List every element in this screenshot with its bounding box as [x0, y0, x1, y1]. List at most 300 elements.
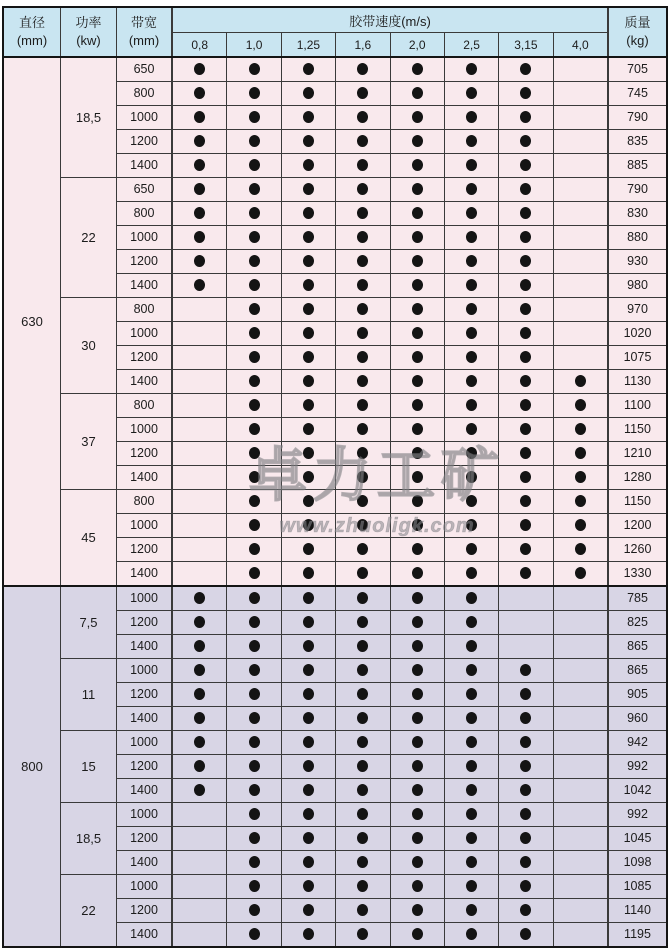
speed-availability-cell — [227, 106, 281, 129]
group-rows — [117, 659, 666, 730]
speed-availability-cell — [282, 466, 336, 489]
speed-availability-cell — [391, 178, 445, 201]
speed-availability-cell — [173, 635, 227, 658]
power-cell: 30 — [61, 298, 117, 393]
speed-availability-cell — [499, 442, 553, 465]
availability-dot-icon — [412, 712, 423, 724]
speed-availability-cell — [336, 322, 390, 345]
speed-availability-cell — [554, 875, 609, 898]
speed-availability-cell — [391, 106, 445, 129]
availability-dot-icon — [520, 808, 531, 820]
availability-dot-icon — [357, 351, 368, 363]
speed-availability-cell — [282, 683, 336, 706]
speed-availability-cell — [445, 731, 499, 754]
belt-width-cell: 650 — [117, 58, 173, 81]
availability-dot-icon — [249, 87, 260, 99]
availability-dot-icon — [412, 303, 423, 315]
speed-availability-cell — [391, 82, 445, 105]
speed-availability-cell — [445, 803, 499, 826]
diameter-section-800 — [4, 587, 666, 946]
availability-dot-icon — [194, 664, 205, 676]
speed-col-2: 1,0 — [227, 33, 281, 56]
speed-availability-cell — [391, 514, 445, 537]
speed-availability-cell — [554, 803, 609, 826]
speed-availability-cell — [227, 659, 281, 682]
table-row — [117, 851, 666, 874]
mass-cell: 830 — [627, 206, 648, 221]
mass-cell: 1200 — [623, 518, 652, 533]
availability-dot-icon — [412, 736, 423, 748]
availability-dot-icon — [249, 664, 260, 676]
speed-availability-cell — [445, 274, 499, 297]
speed-availability-cell — [499, 466, 553, 489]
speed-availability-cell — [282, 659, 336, 682]
mass-cell: 785 — [627, 591, 648, 606]
speed-availability-cell — [336, 178, 390, 201]
speed-availability-cell — [445, 659, 499, 682]
speed-availability-cell — [391, 370, 445, 393]
speed-availability-cell — [445, 298, 499, 321]
availability-dot-icon — [249, 495, 260, 507]
speed-availability-cell — [173, 466, 227, 489]
speed-availability-cell — [554, 635, 609, 658]
speed-availability-cell — [445, 490, 499, 513]
speed-availability-cell — [282, 154, 336, 177]
availability-dot-icon — [303, 255, 314, 267]
header-mass — [609, 8, 666, 56]
mass-cell: 905 — [627, 687, 648, 702]
availability-dot-icon — [466, 255, 477, 267]
availability-dot-icon — [466, 640, 477, 652]
availability-dot-icon — [466, 784, 477, 796]
speed-availability-cell — [499, 346, 553, 369]
speed-availability-cell — [499, 298, 553, 321]
belt-width-cell: 1000 — [117, 587, 173, 610]
availability-dot-icon — [303, 519, 314, 531]
availability-dot-icon — [466, 519, 477, 531]
table-header — [4, 8, 666, 58]
speed-availability-cell — [391, 538, 445, 561]
belt-width-cell: 1200 — [117, 130, 173, 153]
availability-dot-icon — [303, 351, 314, 363]
availability-dot-icon — [412, 832, 423, 844]
availability-dot-icon — [303, 327, 314, 339]
availability-dot-icon — [194, 784, 205, 796]
group-rows — [117, 58, 666, 177]
availability-dot-icon — [520, 543, 531, 555]
speed-availability-cell — [391, 827, 445, 850]
availability-dot-icon — [357, 495, 368, 507]
table-row — [117, 178, 666, 202]
mass-cell: 865 — [627, 639, 648, 654]
availability-dot-icon — [466, 327, 477, 339]
speed-availability-cell — [554, 370, 609, 393]
table-row — [117, 298, 666, 322]
availability-dot-icon — [466, 880, 477, 892]
availability-dot-icon — [249, 856, 260, 868]
watermark-logo-text: 卓力工矿 — [248, 443, 506, 508]
speed-availability-cell — [499, 130, 553, 153]
availability-dot-icon — [303, 207, 314, 219]
speed-availability-cell — [173, 779, 227, 802]
availability-dot-icon — [194, 592, 205, 604]
speed-availability-cell — [282, 322, 336, 345]
mass-cell: 980 — [627, 278, 648, 293]
availability-dot-icon — [303, 832, 314, 844]
speed-availability-cell — [336, 755, 390, 778]
availability-dot-icon — [466, 808, 477, 820]
mass-cell: 1195 — [624, 927, 651, 942]
availability-dot-icon — [520, 495, 531, 507]
speed-availability-cell — [336, 731, 390, 754]
speed-availability-cell — [499, 370, 553, 393]
availability-dot-icon — [303, 760, 314, 772]
speed-availability-cell — [554, 514, 609, 537]
availability-dot-icon — [412, 640, 423, 652]
speed-availability-cell — [227, 298, 281, 321]
speed-availability-cell — [173, 346, 227, 369]
speed-availability-cell — [445, 514, 499, 537]
speed-availability-cell — [227, 562, 281, 585]
speed-availability-cell — [445, 779, 499, 802]
availability-dot-icon — [412, 423, 423, 435]
availability-dot-icon — [466, 231, 477, 243]
speed-availability-cell — [173, 442, 227, 465]
power-groups — [61, 587, 666, 946]
speed-availability-cell — [282, 490, 336, 513]
speed-availability-cell — [391, 611, 445, 634]
speed-availability-cell — [499, 731, 553, 754]
availability-dot-icon — [520, 159, 531, 171]
availability-dot-icon — [357, 279, 368, 291]
availability-dot-icon — [357, 640, 368, 652]
speed-availability-cell — [282, 562, 336, 585]
mass-cell: 960 — [627, 711, 648, 726]
availability-dot-icon — [520, 183, 531, 195]
availability-dot-icon — [520, 784, 531, 796]
watermark-url-text: www.zhuoligk.com — [279, 515, 475, 537]
availability-dot-icon — [249, 399, 260, 411]
speed-availability-cell — [173, 322, 227, 345]
speed-availability-cell — [227, 899, 281, 922]
table-row — [117, 322, 666, 346]
speed-availability-cell — [554, 827, 609, 850]
speed-availability-cell — [554, 611, 609, 634]
speed-availability-cell — [445, 755, 499, 778]
availability-dot-icon — [249, 543, 260, 555]
speed-availability-cell — [227, 803, 281, 826]
speed-availability-cell — [227, 923, 281, 946]
availability-dot-icon — [412, 207, 423, 219]
availability-dot-icon — [357, 880, 368, 892]
speed-availability-cell — [554, 274, 609, 297]
availability-dot-icon — [520, 327, 531, 339]
speed-availability-cell — [282, 707, 336, 730]
speed-availability-cell — [282, 394, 336, 417]
table-row — [117, 803, 666, 827]
availability-dot-icon — [357, 87, 368, 99]
speed-availability-cell — [499, 827, 553, 850]
table-row — [117, 683, 666, 707]
speed-availability-cell — [173, 611, 227, 634]
availability-dot-icon — [412, 688, 423, 700]
group-rows — [117, 731, 666, 802]
speed-availability-cell — [499, 779, 553, 802]
speed-availability-cell — [282, 82, 336, 105]
speed-availability-cell — [499, 562, 553, 585]
header-speed-block — [173, 8, 609, 56]
belt-width-cell: 1200 — [117, 346, 173, 369]
availability-dot-icon — [194, 159, 205, 171]
availability-dot-icon — [249, 832, 260, 844]
power-cell: 11 — [61, 659, 117, 730]
availability-dot-icon — [357, 423, 368, 435]
speed-availability-cell — [173, 490, 227, 513]
availability-dot-icon — [412, 760, 423, 772]
availability-dot-icon — [194, 736, 205, 748]
availability-dot-icon — [520, 904, 531, 916]
availability-dot-icon — [357, 375, 368, 387]
availability-dot-icon — [520, 135, 531, 147]
power-group — [61, 803, 666, 875]
speed-availability-cell — [499, 851, 553, 874]
power-group — [61, 490, 666, 585]
availability-dot-icon — [520, 928, 531, 940]
availability-dot-icon — [194, 63, 205, 75]
speed-availability-cell — [554, 899, 609, 922]
speed-col-1: 0,8 — [173, 33, 227, 56]
mass-cell: 885 — [627, 158, 648, 173]
speed-availability-cell — [445, 202, 499, 225]
availability-dot-icon — [249, 135, 260, 147]
mass-cell: 1075 — [623, 350, 652, 365]
speed-availability-cell — [336, 779, 390, 802]
availability-dot-icon — [194, 207, 205, 219]
speed-availability-cell — [173, 707, 227, 730]
belt-width-cell: 1400 — [117, 466, 173, 489]
group-rows — [117, 587, 666, 658]
speed-availability-cell — [499, 274, 553, 297]
speed-availability-cell — [499, 490, 553, 513]
speed-availability-cell — [173, 923, 227, 946]
speed-availability-cell — [554, 346, 609, 369]
power-cell: 37 — [61, 394, 117, 489]
mass-cell: 1085 — [623, 879, 652, 894]
speed-availability-cell — [173, 418, 227, 441]
table-row — [117, 466, 666, 489]
speed-availability-cell — [336, 875, 390, 898]
availability-dot-icon — [466, 736, 477, 748]
mass-cell: 1098 — [623, 855, 652, 870]
belt-width-cell: 1400 — [117, 923, 173, 946]
availability-dot-icon — [303, 567, 314, 579]
speed-availability-cell — [336, 635, 390, 658]
availability-dot-icon — [520, 231, 531, 243]
availability-dot-icon — [303, 712, 314, 724]
speed-availability-cell — [282, 923, 336, 946]
speed-availability-cell — [554, 322, 609, 345]
availability-dot-icon — [412, 567, 423, 579]
header-power-label: 功率 — [75, 14, 102, 30]
speed-availability-cell — [282, 803, 336, 826]
speed-availability-cell — [227, 755, 281, 778]
table-row — [117, 875, 666, 899]
speed-availability-cell — [554, 490, 609, 513]
availability-dot-icon — [466, 183, 477, 195]
availability-dot-icon — [357, 519, 368, 531]
availability-dot-icon — [412, 447, 423, 459]
availability-dot-icon — [412, 183, 423, 195]
speed-availability-cell — [227, 514, 281, 537]
speed-availability-cell — [282, 538, 336, 561]
mass-cell: 942 — [627, 735, 648, 750]
speed-availability-cell — [554, 851, 609, 874]
speed-availability-cell — [391, 587, 445, 610]
speed-availability-cell — [336, 490, 390, 513]
availability-dot-icon — [249, 231, 260, 243]
availability-dot-icon — [520, 567, 531, 579]
availability-dot-icon — [357, 303, 368, 315]
speed-availability-cell — [336, 370, 390, 393]
availability-dot-icon — [249, 519, 260, 531]
speed-availability-cell — [227, 635, 281, 658]
availability-dot-icon — [466, 447, 477, 459]
availability-dot-icon — [466, 664, 477, 676]
speed-availability-cell — [391, 442, 445, 465]
belt-width-cell: 1400 — [117, 274, 173, 297]
availability-dot-icon — [412, 928, 423, 940]
speed-availability-cell — [554, 130, 609, 153]
belt-width-cell: 1000 — [117, 226, 173, 249]
table-row — [117, 370, 666, 393]
availability-dot-icon — [303, 880, 314, 892]
availability-dot-icon — [520, 399, 531, 411]
speed-availability-cell — [336, 226, 390, 249]
availability-dot-icon — [249, 207, 260, 219]
availability-dot-icon — [303, 159, 314, 171]
speed-availability-cell — [391, 562, 445, 585]
availability-dot-icon — [575, 399, 586, 411]
belt-width-cell: 1400 — [117, 779, 173, 802]
availability-dot-icon — [520, 712, 531, 724]
mass-cell: 1045 — [623, 831, 652, 846]
speed-availability-cell — [499, 659, 553, 682]
availability-dot-icon — [520, 111, 531, 123]
speed-availability-cell — [173, 851, 227, 874]
speed-availability-cell — [282, 514, 336, 537]
availability-dot-icon — [412, 904, 423, 916]
availability-dot-icon — [249, 760, 260, 772]
speed-availability-cell — [445, 226, 499, 249]
speed-availability-cell — [173, 683, 227, 706]
speed-availability-cell — [173, 659, 227, 682]
speed-col-7: 3,15 — [499, 33, 553, 56]
speed-availability-cell — [227, 875, 281, 898]
availability-dot-icon — [303, 447, 314, 459]
belt-width-cell: 800 — [117, 394, 173, 417]
speed-availability-cell — [227, 274, 281, 297]
speed-availability-cell — [336, 106, 390, 129]
speed-availability-cell — [391, 346, 445, 369]
speed-availability-cell — [282, 851, 336, 874]
availability-dot-icon — [520, 255, 531, 267]
availability-dot-icon — [575, 495, 586, 507]
speed-availability-cell — [227, 322, 281, 345]
speed-availability-cell — [391, 875, 445, 898]
belt-width-cell: 1000 — [117, 803, 173, 826]
availability-dot-icon — [357, 399, 368, 411]
mass-cell: 880 — [627, 230, 648, 245]
speed-availability-cell — [554, 587, 609, 610]
belt-width-cell: 1200 — [117, 250, 173, 273]
speed-availability-cell — [227, 226, 281, 249]
availability-dot-icon — [303, 592, 314, 604]
availability-dot-icon — [357, 592, 368, 604]
availability-dot-icon — [412, 327, 423, 339]
availability-dot-icon — [412, 255, 423, 267]
speed-availability-cell — [173, 755, 227, 778]
speed-availability-cell — [336, 827, 390, 850]
availability-dot-icon — [357, 688, 368, 700]
availability-dot-icon — [249, 303, 260, 315]
speed-availability-cell — [336, 298, 390, 321]
availability-dot-icon — [194, 135, 205, 147]
speed-availability-cell — [173, 394, 227, 417]
availability-dot-icon — [357, 447, 368, 459]
speed-availability-cell — [336, 58, 390, 81]
belt-width-cell: 1400 — [117, 635, 173, 658]
belt-width-cell: 800 — [117, 298, 173, 321]
speed-availability-cell — [227, 587, 281, 610]
speed-availability-cell — [227, 827, 281, 850]
availability-dot-icon — [303, 303, 314, 315]
belt-width-cell: 1400 — [117, 851, 173, 874]
speed-availability-cell — [499, 58, 553, 81]
speed-availability-cell — [499, 178, 553, 201]
speed-availability-cell — [282, 250, 336, 273]
speed-availability-cell — [499, 755, 553, 778]
speed-availability-cell — [391, 466, 445, 489]
speed-availability-cell — [336, 442, 390, 465]
speed-availability-cell — [227, 779, 281, 802]
speed-availability-cell — [499, 803, 553, 826]
table-row — [117, 923, 666, 946]
belt-width-cell: 1000 — [117, 659, 173, 682]
availability-dot-icon — [303, 111, 314, 123]
table-row — [117, 611, 666, 635]
availability-dot-icon — [466, 760, 477, 772]
speed-availability-cell — [173, 875, 227, 898]
speed-col-5: 2,0 — [391, 33, 445, 56]
speed-availability-cell — [391, 418, 445, 441]
speed-availability-cell — [445, 370, 499, 393]
availability-dot-icon — [357, 327, 368, 339]
belt-width-cell: 800 — [117, 82, 173, 105]
header-mass-unit: (kg) — [626, 33, 649, 48]
speed-availability-cell — [227, 611, 281, 634]
speed-availability-cell — [173, 514, 227, 537]
speed-availability-cell — [282, 178, 336, 201]
speed-availability-cell — [499, 106, 553, 129]
speed-availability-cell — [445, 827, 499, 850]
belt-width-cell: 1200 — [117, 611, 173, 634]
table-row — [117, 538, 666, 562]
speed-availability-cell — [173, 827, 227, 850]
speed-availability-cell — [227, 731, 281, 754]
speed-availability-cell — [336, 683, 390, 706]
speed-availability-cell — [499, 683, 553, 706]
speed-availability-cell — [336, 611, 390, 634]
